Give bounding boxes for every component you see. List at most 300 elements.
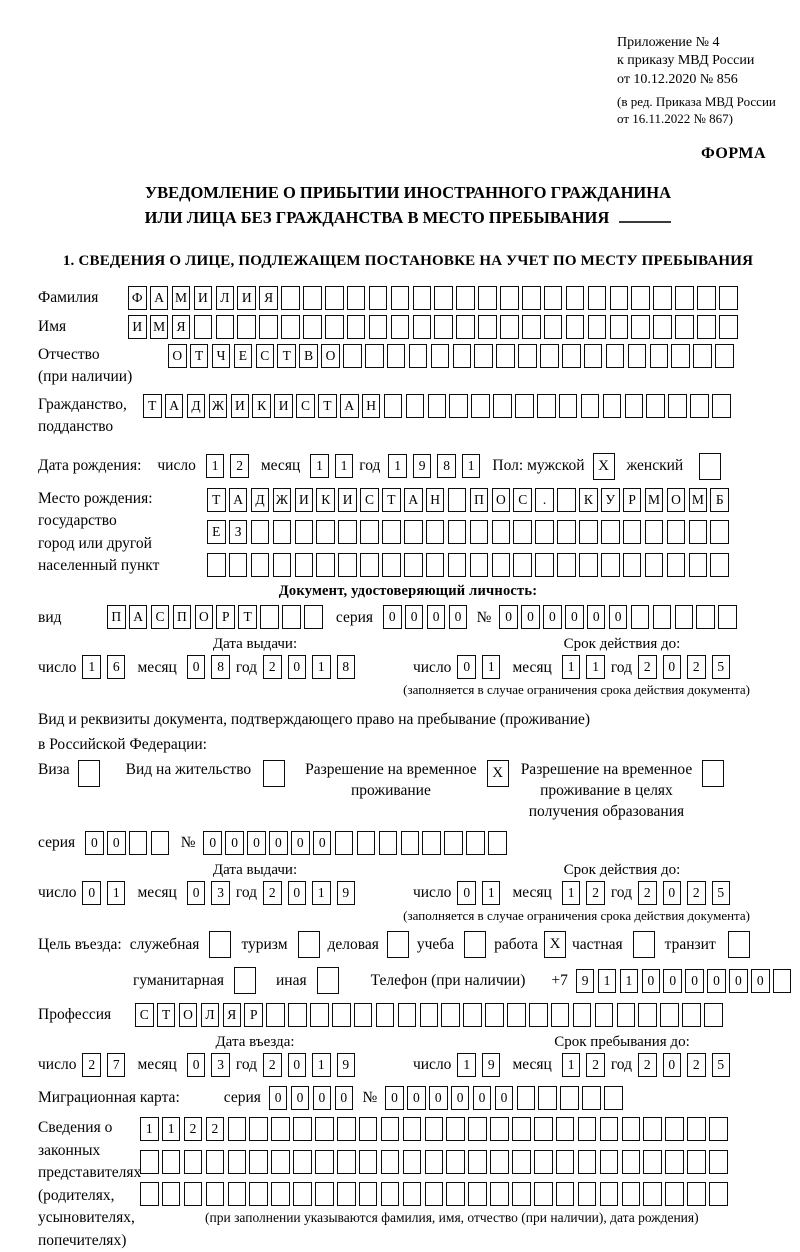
char-cell[interactable]: 1 <box>162 1117 181 1141</box>
char-cell[interactable] <box>628 344 647 368</box>
char-cell[interactable] <box>631 315 650 339</box>
char-cell[interactable] <box>682 1003 701 1027</box>
char-cell[interactable] <box>376 1003 395 1027</box>
char-cell[interactable]: Я <box>223 1003 242 1027</box>
char-cell[interactable] <box>456 315 475 339</box>
char-cell[interactable] <box>600 1182 619 1206</box>
char-cell[interactable] <box>360 553 379 577</box>
char-cell[interactable] <box>162 1182 181 1206</box>
char-cell[interactable] <box>303 315 322 339</box>
char-cell[interactable]: О <box>179 1003 198 1027</box>
char-cell[interactable] <box>513 553 532 577</box>
char-cell[interactable]: И <box>231 394 250 418</box>
char-cell[interactable] <box>645 553 664 577</box>
char-cell[interactable] <box>653 315 672 339</box>
char-cell[interactable] <box>403 1117 422 1141</box>
char-cell[interactable]: 2 <box>263 655 282 679</box>
char-cell[interactable] <box>335 831 354 855</box>
char-cell[interactable]: 0 <box>269 1086 288 1110</box>
char-cell[interactable] <box>343 344 362 368</box>
char-cell[interactable] <box>315 1182 334 1206</box>
char-cell[interactable] <box>515 394 534 418</box>
char-cell[interactable]: Ж <box>273 488 292 512</box>
char-cell[interactable] <box>601 553 620 577</box>
char-cell[interactable] <box>622 1182 641 1206</box>
char-cell[interactable] <box>140 1182 159 1206</box>
char-cell[interactable] <box>604 1086 623 1110</box>
char-cell[interactable]: 1 <box>82 655 101 679</box>
char-cell[interactable]: А <box>150 286 169 310</box>
migration-series-cells[interactable] <box>269 1086 357 1110</box>
char-cell[interactable]: Р <box>244 1003 263 1027</box>
char-cell[interactable] <box>293 1150 312 1174</box>
char-cell[interactable]: 1 <box>206 454 225 478</box>
char-cell[interactable] <box>562 344 581 368</box>
char-cell[interactable] <box>387 344 406 368</box>
char-cell[interactable]: И <box>274 394 293 418</box>
char-cell[interactable] <box>273 520 292 544</box>
char-cell[interactable] <box>715 344 734 368</box>
char-cell[interactable] <box>478 315 497 339</box>
purpose-official-checkbox[interactable] <box>209 931 231 958</box>
char-cell[interactable] <box>513 520 532 544</box>
char-cell[interactable] <box>689 520 708 544</box>
char-cell[interactable] <box>293 1182 312 1206</box>
char-cell[interactable] <box>638 1003 657 1027</box>
char-cell[interactable] <box>557 488 576 512</box>
char-cell[interactable]: 9 <box>576 969 595 993</box>
char-cell[interactable] <box>535 553 554 577</box>
char-cell[interactable] <box>578 1182 597 1206</box>
char-cell[interactable] <box>650 344 669 368</box>
char-cell[interactable] <box>448 520 467 544</box>
char-cell[interactable] <box>338 520 357 544</box>
char-cell[interactable] <box>281 286 300 310</box>
char-cell[interactable] <box>444 831 463 855</box>
char-cell[interactable] <box>401 831 420 855</box>
char-cell[interactable] <box>646 394 665 418</box>
phone-cells[interactable] <box>576 969 795 993</box>
char-cell[interactable] <box>603 394 622 418</box>
char-cell[interactable] <box>535 520 554 544</box>
char-cell[interactable] <box>337 1150 356 1174</box>
char-cell[interactable] <box>544 286 563 310</box>
char-cell[interactable] <box>431 344 450 368</box>
char-cell[interactable] <box>470 553 489 577</box>
char-cell[interactable]: А <box>129 605 148 629</box>
char-cell[interactable]: 0 <box>247 831 266 855</box>
char-cell[interactable] <box>490 1117 509 1141</box>
char-cell[interactable]: 2 <box>586 1053 605 1077</box>
char-cell[interactable]: 0 <box>663 1053 682 1077</box>
char-cell[interactable] <box>710 520 729 544</box>
char-cell[interactable]: С <box>135 1003 154 1027</box>
char-cell[interactable] <box>428 394 447 418</box>
char-cell[interactable] <box>474 344 493 368</box>
char-cell[interactable] <box>566 315 585 339</box>
char-cell[interactable]: С <box>513 488 532 512</box>
char-cell[interactable] <box>665 1117 684 1141</box>
char-cell[interactable]: 2 <box>263 1053 282 1077</box>
char-cell[interactable] <box>490 1150 509 1174</box>
char-cell[interactable]: 5 <box>712 655 731 679</box>
doc-valid-month-cells[interactable] <box>562 655 611 679</box>
char-cell[interactable] <box>610 286 629 310</box>
legal-reps-row1-cells[interactable] <box>140 1117 731 1141</box>
char-cell[interactable]: 0 <box>187 881 206 905</box>
char-cell[interactable] <box>425 1182 444 1206</box>
char-cell[interactable] <box>463 1003 482 1027</box>
char-cell[interactable]: 0 <box>663 655 682 679</box>
char-cell[interactable]: 0 <box>288 655 307 679</box>
char-cell[interactable] <box>228 1117 247 1141</box>
permit-number-cells[interactable] <box>203 831 509 855</box>
char-cell[interactable] <box>448 488 467 512</box>
char-cell[interactable]: 2 <box>586 881 605 905</box>
char-cell[interactable] <box>645 520 664 544</box>
char-cell[interactable] <box>316 553 335 577</box>
char-cell[interactable]: 1 <box>562 655 581 679</box>
char-cell[interactable] <box>206 1150 225 1174</box>
char-cell[interactable] <box>579 553 598 577</box>
char-cell[interactable]: 0 <box>187 1053 206 1077</box>
char-cell[interactable] <box>365 344 384 368</box>
char-cell[interactable] <box>413 315 432 339</box>
char-cell[interactable]: 0 <box>407 1086 426 1110</box>
char-cell[interactable] <box>610 315 629 339</box>
char-cell[interactable]: Е <box>234 344 253 368</box>
char-cell[interactable] <box>534 1117 553 1141</box>
char-cell[interactable]: Л <box>201 1003 220 1027</box>
char-cell[interactable]: М <box>150 315 169 339</box>
char-cell[interactable]: О <box>667 488 686 512</box>
char-cell[interactable]: 0 <box>565 605 584 629</box>
char-cell[interactable]: 0 <box>543 605 562 629</box>
char-cell[interactable]: 2 <box>184 1117 203 1141</box>
char-cell[interactable] <box>315 1117 334 1141</box>
char-cell[interactable] <box>271 1150 290 1174</box>
char-cell[interactable]: 1 <box>388 454 407 478</box>
char-cell[interactable]: Ж <box>209 394 228 418</box>
char-cell[interactable]: П <box>173 605 192 629</box>
char-cell[interactable] <box>557 553 576 577</box>
char-cell[interactable]: 0 <box>587 605 606 629</box>
char-cell[interactable]: 1 <box>310 454 329 478</box>
char-cell[interactable] <box>478 286 497 310</box>
char-cell[interactable] <box>471 394 490 418</box>
char-cell[interactable] <box>337 1117 356 1141</box>
char-cell[interactable] <box>697 286 716 310</box>
citizenship-cells[interactable] <box>143 394 734 418</box>
char-cell[interactable]: 0 <box>729 969 748 993</box>
char-cell[interactable] <box>500 315 519 339</box>
char-cell[interactable] <box>129 831 148 855</box>
char-cell[interactable] <box>556 1150 575 1174</box>
char-cell[interactable] <box>391 315 410 339</box>
char-cell[interactable] <box>522 315 541 339</box>
char-cell[interactable]: 8 <box>211 655 230 679</box>
char-cell[interactable] <box>237 315 256 339</box>
entry-year-cells[interactable] <box>263 1053 361 1077</box>
char-cell[interactable] <box>360 520 379 544</box>
char-cell[interactable] <box>690 394 709 418</box>
char-cell[interactable] <box>557 520 576 544</box>
char-cell[interactable]: 2 <box>687 1053 706 1077</box>
char-cell[interactable]: Т <box>157 1003 176 1027</box>
char-cell[interactable] <box>384 394 403 418</box>
char-cell[interactable] <box>551 1003 570 1027</box>
char-cell[interactable]: 9 <box>482 1053 501 1077</box>
char-cell[interactable] <box>403 1182 422 1206</box>
char-cell[interactable] <box>582 1086 601 1110</box>
char-cell[interactable] <box>600 1117 619 1141</box>
permit-series-cells[interactable] <box>85 831 173 855</box>
char-cell[interactable]: Ф <box>128 286 147 310</box>
char-cell[interactable] <box>404 553 423 577</box>
char-cell[interactable] <box>675 286 694 310</box>
char-cell[interactable] <box>500 286 519 310</box>
char-cell[interactable]: 1 <box>562 881 581 905</box>
char-cell[interactable] <box>260 605 279 629</box>
char-cell[interactable] <box>325 315 344 339</box>
doc-valid-day-cells[interactable] <box>457 655 506 679</box>
char-cell[interactable]: 1 <box>140 1117 159 1141</box>
char-cell[interactable] <box>675 315 694 339</box>
char-cell[interactable] <box>718 605 737 629</box>
char-cell[interactable] <box>507 1003 526 1027</box>
char-cell[interactable] <box>151 831 170 855</box>
char-cell[interactable] <box>354 1003 373 1027</box>
char-cell[interactable] <box>573 1003 592 1027</box>
char-cell[interactable] <box>600 1150 619 1174</box>
doc-type-cells[interactable] <box>107 605 326 629</box>
char-cell[interactable]: Н <box>362 394 381 418</box>
char-cell[interactable] <box>446 1150 465 1174</box>
char-cell[interactable] <box>623 520 642 544</box>
char-cell[interactable]: 0 <box>385 1086 404 1110</box>
char-cell[interactable]: 0 <box>335 1086 354 1110</box>
stay-year-cells[interactable] <box>638 1053 736 1077</box>
char-cell[interactable]: 5 <box>712 881 731 905</box>
char-cell[interactable]: 0 <box>288 1053 307 1077</box>
char-cell[interactable] <box>693 344 712 368</box>
char-cell[interactable] <box>453 344 472 368</box>
char-cell[interactable] <box>293 1117 312 1141</box>
char-cell[interactable] <box>696 605 715 629</box>
char-cell[interactable] <box>643 1150 662 1174</box>
char-cell[interactable] <box>359 1150 378 1174</box>
char-cell[interactable]: 0 <box>85 831 104 855</box>
char-cell[interactable] <box>251 520 270 544</box>
char-cell[interactable]: К <box>316 488 335 512</box>
char-cell[interactable] <box>492 553 511 577</box>
char-cell[interactable] <box>578 1150 597 1174</box>
birth-year-cells[interactable] <box>388 454 486 478</box>
char-cell[interactable] <box>517 1086 536 1110</box>
permit-valid-year-cells[interactable] <box>638 881 736 905</box>
char-cell[interactable] <box>595 1003 614 1027</box>
char-cell[interactable]: 6 <box>107 655 126 679</box>
char-cell[interactable]: К <box>252 394 271 418</box>
char-cell[interactable] <box>622 1150 641 1174</box>
char-cell[interactable]: 2 <box>638 655 657 679</box>
char-cell[interactable]: Л <box>216 286 235 310</box>
char-cell[interactable] <box>404 520 423 544</box>
char-cell[interactable]: Ч <box>212 344 231 368</box>
char-cell[interactable]: 0 <box>225 831 244 855</box>
char-cell[interactable]: 0 <box>82 881 101 905</box>
char-cell[interactable]: С <box>296 394 315 418</box>
char-cell[interactable]: О <box>492 488 511 512</box>
char-cell[interactable]: 0 <box>451 1086 470 1110</box>
char-cell[interactable]: 0 <box>288 881 307 905</box>
char-cell[interactable] <box>347 286 366 310</box>
char-cell[interactable]: С <box>360 488 379 512</box>
char-cell[interactable]: 3 <box>211 1053 230 1077</box>
char-cell[interactable]: 0 <box>313 831 332 855</box>
char-cell[interactable]: 0 <box>107 831 126 855</box>
char-cell[interactable] <box>665 1182 684 1206</box>
char-cell[interactable] <box>668 394 687 418</box>
purpose-work-checkbox[interactable]: X <box>544 931 566 958</box>
char-cell[interactable]: Т <box>143 394 162 418</box>
birthplace-row2-cells[interactable] <box>207 520 732 544</box>
char-cell[interactable] <box>540 344 559 368</box>
char-cell[interactable] <box>622 1117 641 1141</box>
char-cell[interactable]: 9 <box>337 881 356 905</box>
entry-day-cells[interactable] <box>82 1053 131 1077</box>
doc-series-cells[interactable] <box>383 605 471 629</box>
char-cell[interactable] <box>529 1003 548 1027</box>
char-cell[interactable]: З <box>229 520 248 544</box>
name-cells[interactable] <box>128 315 741 339</box>
char-cell[interactable] <box>303 286 322 310</box>
char-cell[interactable]: А <box>165 394 184 418</box>
char-cell[interactable] <box>382 553 401 577</box>
char-cell[interactable]: 0 <box>449 605 468 629</box>
char-cell[interactable]: Б <box>710 488 729 512</box>
char-cell[interactable] <box>359 1182 378 1206</box>
char-cell[interactable] <box>194 315 213 339</box>
char-cell[interactable] <box>556 1117 575 1141</box>
char-cell[interactable] <box>206 1182 225 1206</box>
char-cell[interactable] <box>337 1182 356 1206</box>
char-cell[interactable] <box>468 1182 487 1206</box>
char-cell[interactable] <box>512 1182 531 1206</box>
char-cell[interactable]: 0 <box>291 1086 310 1110</box>
char-cell[interactable] <box>420 1003 439 1027</box>
char-cell[interactable]: 1 <box>312 1053 331 1077</box>
char-cell[interactable]: И <box>237 286 256 310</box>
char-cell[interactable]: Д <box>187 394 206 418</box>
char-cell[interactable]: Т <box>190 344 209 368</box>
patronymic-cells[interactable] <box>168 344 737 368</box>
char-cell[interactable]: 2 <box>263 881 282 905</box>
char-cell[interactable]: Т <box>238 605 257 629</box>
char-cell[interactable]: М <box>645 488 664 512</box>
char-cell[interactable] <box>689 553 708 577</box>
char-cell[interactable] <box>468 1150 487 1174</box>
char-cell[interactable] <box>369 315 388 339</box>
char-cell[interactable] <box>601 520 620 544</box>
char-cell[interactable] <box>456 286 475 310</box>
surname-cells[interactable] <box>128 286 741 310</box>
char-cell[interactable]: В <box>299 344 318 368</box>
char-cell[interactable]: О <box>195 605 214 629</box>
permit-issue-month-cells[interactable] <box>187 881 236 905</box>
char-cell[interactable] <box>584 344 603 368</box>
char-cell[interactable]: О <box>168 344 187 368</box>
char-cell[interactable] <box>249 1182 268 1206</box>
char-cell[interactable] <box>566 286 585 310</box>
sex-male-checkbox[interactable]: X <box>593 453 615 480</box>
char-cell[interactable] <box>425 1117 444 1141</box>
char-cell[interactable] <box>446 1182 465 1206</box>
char-cell[interactable]: И <box>295 488 314 512</box>
char-cell[interactable] <box>403 1150 422 1174</box>
char-cell[interactable] <box>559 394 578 418</box>
char-cell[interactable] <box>560 1086 579 1110</box>
char-cell[interactable] <box>271 1182 290 1206</box>
birth-month-cells[interactable] <box>310 454 359 478</box>
legal-reps-row2-cells[interactable] <box>140 1150 731 1174</box>
char-cell[interactable] <box>512 1117 531 1141</box>
char-cell[interactable] <box>485 1003 504 1027</box>
purpose-business-checkbox[interactable] <box>387 931 409 958</box>
char-cell[interactable] <box>315 1150 334 1174</box>
char-cell[interactable] <box>369 286 388 310</box>
char-cell[interactable] <box>579 520 598 544</box>
char-cell[interactable]: Н <box>426 488 445 512</box>
char-cell[interactable] <box>228 1182 247 1206</box>
edu-residence-checkbox[interactable] <box>702 760 724 787</box>
char-cell[interactable]: П <box>107 605 126 629</box>
char-cell[interactable] <box>249 1117 268 1141</box>
char-cell[interactable] <box>581 394 600 418</box>
char-cell[interactable]: 0 <box>495 1086 514 1110</box>
purpose-tourism-checkbox[interactable] <box>298 931 320 958</box>
char-cell[interactable]: 0 <box>313 1086 332 1110</box>
char-cell[interactable] <box>381 1182 400 1206</box>
char-cell[interactable] <box>719 315 738 339</box>
char-cell[interactable] <box>687 1182 706 1206</box>
migration-number-cells[interactable] <box>385 1086 626 1110</box>
char-cell[interactable]: 3 <box>211 881 230 905</box>
char-cell[interactable]: 7 <box>107 1053 126 1077</box>
permit-issue-year-cells[interactable] <box>263 881 361 905</box>
stay-day-cells[interactable] <box>457 1053 506 1077</box>
char-cell[interactable] <box>434 315 453 339</box>
char-cell[interactable]: . <box>535 488 554 512</box>
char-cell[interactable] <box>687 1117 706 1141</box>
char-cell[interactable]: О <box>321 344 340 368</box>
char-cell[interactable] <box>409 344 428 368</box>
char-cell[interactable] <box>229 553 248 577</box>
char-cell[interactable] <box>556 1182 575 1206</box>
char-cell[interactable] <box>295 520 314 544</box>
visa-checkbox[interactable] <box>78 760 100 787</box>
char-cell[interactable]: 1 <box>620 969 639 993</box>
char-cell[interactable] <box>671 344 690 368</box>
purpose-private-checkbox[interactable] <box>633 931 655 958</box>
char-cell[interactable] <box>538 1086 557 1110</box>
char-cell[interactable] <box>773 969 792 993</box>
char-cell[interactable] <box>381 1150 400 1174</box>
char-cell[interactable] <box>216 315 235 339</box>
char-cell[interactable]: 1 <box>335 454 354 478</box>
doc-issue-year-cells[interactable] <box>263 655 361 679</box>
char-cell[interactable]: 8 <box>337 655 356 679</box>
